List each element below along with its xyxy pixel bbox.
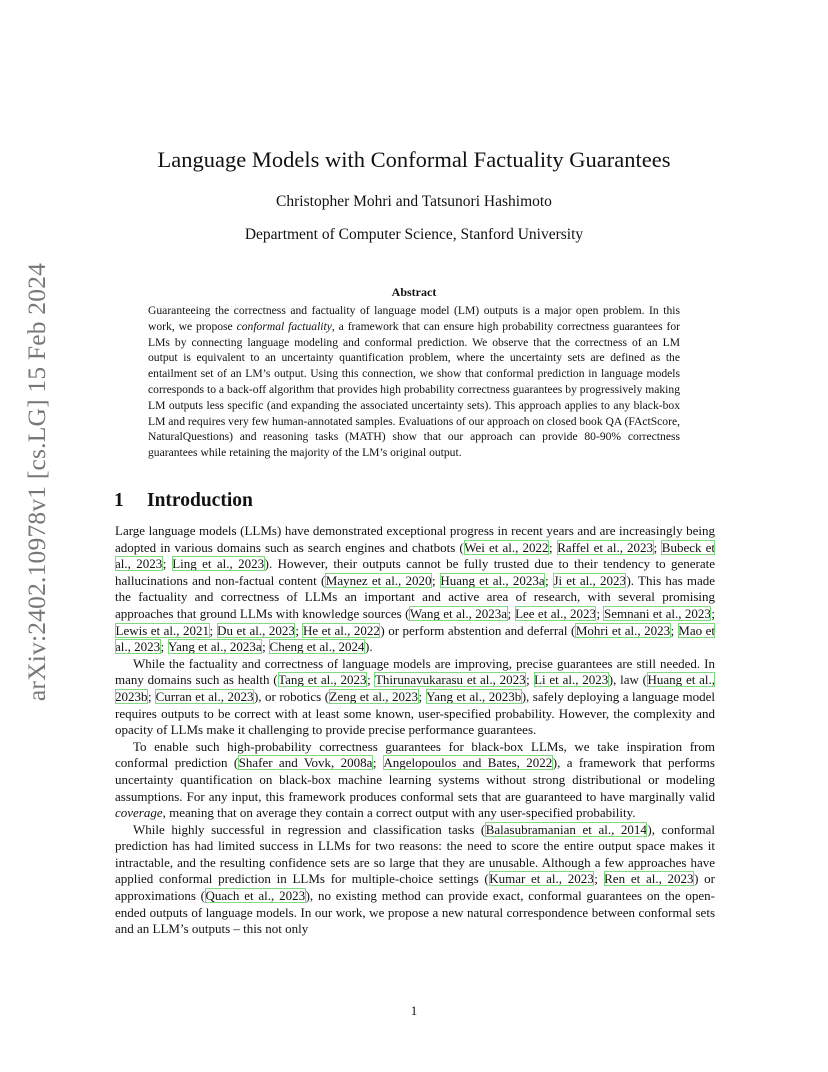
paragraph-text: While highly successful in regression and classification tasks ( [133, 821, 486, 837]
paragraph-text: ; [594, 871, 604, 887]
section-heading [114, 490, 253, 512]
citation-link[interactable]: Ren et al., 2023 [604, 871, 694, 887]
paragraph-text: While the factuality and correctness of language models are improving, precise guarantees are still needed. In many domains such as health ( [115, 655, 715, 688]
paragraph-text: ; [653, 539, 662, 555]
paragraph-text: ; [295, 622, 303, 638]
paragraph-text: ; [262, 639, 270, 655]
arxiv-sidebar [22, 262, 52, 702]
citation-link[interactable]: Curran et al., 2023 [155, 688, 254, 704]
citation-link[interactable]: Raffel et al., 2023 [557, 539, 654, 555]
author-list: Christopher Mohri and Tatsunori Hashimoto [276, 193, 552, 210]
citation-link[interactable]: Yang et al., 2023b [426, 688, 522, 704]
citation-link[interactable]: Kumar et al., 2023 [489, 871, 594, 887]
affiliation: Department of Computer Science, Stanford University [244, 226, 584, 243]
paragraph-text: ; [418, 688, 426, 704]
citation-link[interactable]: Huang et al., 2023a [440, 572, 545, 588]
emphasized-text: coverage [115, 805, 163, 821]
paragraph-text: , meaning that on average they contain a correct output with any user-specified probability. [162, 805, 636, 821]
paragraph-text: ; [507, 605, 515, 621]
paragraph [115, 656, 715, 739]
paragraph-text: ; [545, 572, 553, 588]
citation-link[interactable]: Lee et al., 2023 [515, 605, 596, 621]
abstract-emphasis: conformal factuality [236, 319, 332, 333]
paragraph-text: ), no existing method can provide exact, conformal guarantees on the open-ended outputs of language models. In our work, we propose a new natural correspondence between conformal sets and an LLM’s outputs – this not only [115, 888, 715, 937]
section-number: 1 [114, 490, 124, 511]
paragraph-text: ; [160, 639, 168, 655]
citation-link[interactable]: Tang et al., 2023 [278, 672, 367, 688]
paragraph-text: ; [372, 755, 383, 771]
paragraph-text: ; [162, 556, 172, 572]
citation-link[interactable]: Li et al., 2023 [534, 672, 609, 688]
paragraph-text: ) or perform abstention and deferral ( [380, 622, 576, 638]
abstract-text [148, 303, 680, 461]
citation-link[interactable]: Maynez et al., 2020 [325, 572, 432, 588]
citation-link[interactable]: Mao et al., 2023 [115, 622, 715, 655]
paragraph-text: ), conformal prediction has had limited success in LLMs for two reasons: the need to score the entire output space makes it intractable, and the resulting confidence sets are so large that they are unusable. Although a few approaches have applied conformal prediction in LLMs for multiple-choice settings ( [115, 821, 715, 887]
paragraph-text: ) or approximations ( [115, 871, 715, 904]
citation-link[interactable]: Zeng et al., 2023 [329, 688, 418, 704]
paragraph-text: ; [548, 539, 557, 555]
paragraph-text: ; [596, 605, 604, 621]
paragraph-text: ; [711, 605, 715, 621]
citation-link[interactable]: Balasubramanian et al., 2014 [485, 821, 647, 837]
paragraph-text: ), a framework that performs uncertainty quantification on black-box machine learning systems without strong distributional or modeling assumptions. For any input, this framework produces conformal sets that are guaranteed to have marginally valid [115, 755, 715, 804]
paragraph-text: ; [432, 572, 440, 588]
paper-title: Language Models with Conformal Factuality Guarantees [157, 147, 671, 172]
paragraph-text: ; [526, 672, 534, 688]
paragraph-text: ; [670, 622, 678, 638]
arxiv-id-stamp: arXiv:2402.10978v1 [cs.LG] 15 Feb 2024 [22, 262, 51, 702]
citation-link[interactable]: Wei et al., 2022 [464, 539, 549, 555]
page-number: 1 [410, 1003, 418, 1018]
paragraph [115, 523, 715, 656]
section-title: Introduction [147, 490, 253, 511]
abstract-text-part: Guaranteeing the correctness and factuality of language model (LM) outputs is a major open problem. In this work, we propose [148, 304, 680, 333]
citation-link[interactable]: Ji et al., 2023 [553, 572, 626, 588]
citation-link[interactable]: Quach et al., 2023 [205, 888, 306, 904]
paragraph-text: ; [209, 622, 217, 638]
paragraph-text: ). [365, 639, 373, 655]
citation-link[interactable]: Cheng et al., 2024 [269, 639, 365, 655]
paragraph-text: To enable such high-probability correctness guarantees for black-box LLMs, we take inspiration from conformal prediction ( [115, 738, 715, 771]
citation-link[interactable]: Thirunavukarasu et al., 2023 [374, 672, 526, 688]
paragraph [115, 822, 715, 938]
citation-link[interactable]: Huang et al., 2023b [115, 672, 715, 704]
paragraph-text: ), law ( [608, 672, 647, 688]
citation-link[interactable]: Lewis et al., 2021 [115, 622, 210, 638]
citation-link[interactable]: Wang et al., 2023a [409, 605, 508, 621]
citation-link[interactable]: Angelopoulos and Bates, 2022 [383, 755, 553, 771]
abstract-text-part: , a framework that can ensure high probability correctness guarantees for LMs by connecting language modeling and conformal prediction. We observe that the correctness of an LM output is equivalent to an uncertainty quantification problem, where the uncertainty sets are defined as the entailment set of an LM’s output. Using this connection, we show that conformal prediction in language models corresponds to a back-off algorithm that provides high probability correctness guarantees by progressively making LM outputs less specific (and expanding the associated uncertainty sets). This approach applies to any black-box LM and requires very few human-annotated samples. Evaluations of our approach on closed book QA (FActScore, NaturalQuestions) and reasoning tasks (MATH) show that our approach can provide 80-90% correctness guarantees while retaining the majority of the LM’s original output. [148, 319, 680, 460]
citation-link[interactable]: He et al., 2022 [302, 622, 380, 638]
paragraph-text: ), safely deploying a language model requires outputs to be correct with at least some known, user-specified probability. However, the complexity and opacity of LLMs make it challenging to provide precise performance guarantees. [115, 688, 715, 738]
paragraph-text: ), or robotics ( [253, 688, 330, 704]
paragraph-text: ; [148, 688, 156, 704]
paragraph-text: ). This has made the factuality and correctness of LLMs an important and active area of research, with several promising approaches that ground LLMs with knowledge sources ( [115, 572, 715, 621]
abstract-heading: Abstract [391, 285, 437, 299]
paragraph-text: ; [367, 672, 375, 688]
citation-link[interactable]: Yang et al., 2023a [168, 639, 262, 655]
citation-link[interactable]: Bubeck et al., 2023 [115, 539, 716, 572]
citation-link[interactable]: Du et al., 2023 [217, 622, 295, 638]
introduction-body [115, 523, 715, 938]
paragraph-text: Large language models (LLMs) have demonstrated exceptional progress in recent years and are increasingly being adopted in various domains such as search engines and chatbots ( [115, 523, 715, 555]
paragraph-text: ). However, their outputs cannot be fully trusted due to their tendency to generate hallucinations and non-factual content ( [115, 556, 715, 588]
citation-link[interactable]: Mohri et al., 2023 [575, 622, 671, 638]
citation-link[interactable]: Semnani et al., 2023 [603, 605, 711, 621]
citation-link[interactable]: Shafer and Vovk, 2008a [238, 755, 373, 771]
citation-link[interactable]: Ling et al., 2023 [172, 556, 265, 572]
paragraph [115, 739, 715, 822]
